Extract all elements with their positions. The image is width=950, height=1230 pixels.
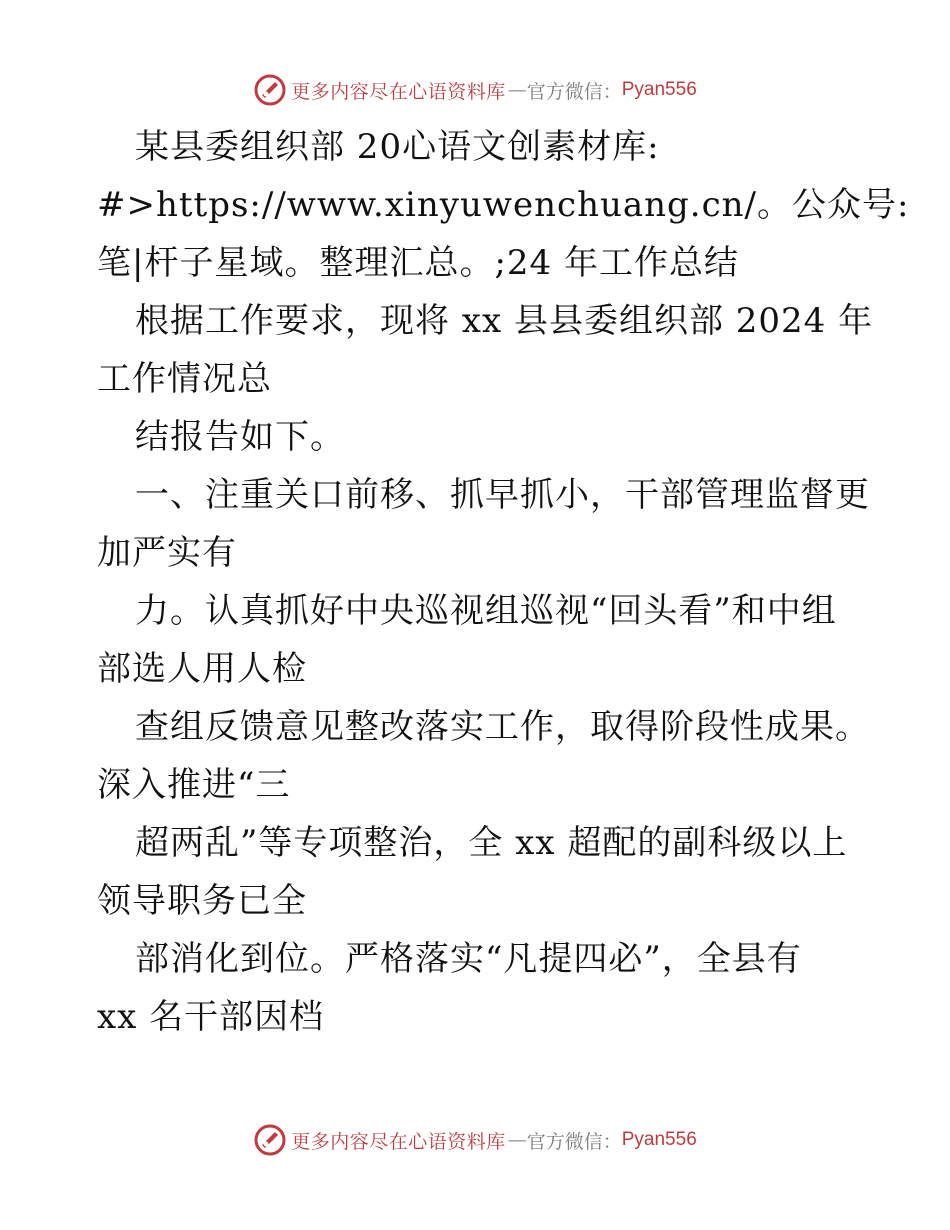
- watermark-main-text: 更多内容尽在心语资料库: [291, 1130, 506, 1153]
- watermark-id: Pyan556: [621, 1129, 697, 1150]
- text-line: 超两乱”等专项整治，全 xx 超配的副科级以上: [135, 823, 848, 863]
- text-line: 结报告如下。: [135, 417, 345, 457]
- watermark-dash: —: [507, 79, 525, 101]
- header-watermark: [0, 70, 950, 110]
- text-line: 部消化到位。严格落实“凡提四必”，全县有: [135, 939, 802, 979]
- text-line: 某县委组织部 20心语文创素材库:: [135, 127, 660, 167]
- text-line: 领导职务已全: [97, 881, 307, 921]
- text-line: 工作情况总: [97, 359, 272, 399]
- watermark-main-text: 更多内容尽在心语资料库: [291, 80, 506, 103]
- logo-icon: [253, 73, 287, 107]
- text-line: 笔|杆子星域。整理汇总。;24 年工作总结: [97, 243, 739, 283]
- watermark-sub-text: 官方微信：: [526, 80, 622, 103]
- text-line: 深入推进“三: [97, 765, 291, 805]
- watermark-id: Pyan556: [621, 79, 697, 100]
- footer-watermark: [0, 1120, 950, 1160]
- text-line: 根据工作要求，现将 xx 县县委组织部 2024 年: [135, 301, 874, 341]
- text-line: xx 名干部因档: [97, 997, 325, 1037]
- document-body: [97, 118, 910, 1046]
- text-line: 部选人用人检: [97, 649, 307, 689]
- watermark-sub-text: 官方微信：: [526, 1130, 622, 1153]
- text-line: 一、注重关口前移、抓早抓小，干部管理监督更: [135, 475, 870, 515]
- text-line: 力。认真抓好中央巡视组巡视“回头看”和中组: [135, 591, 837, 631]
- logo-icon: [253, 1123, 287, 1157]
- text-line: 查组反馈意见整改落实工作，取得阶段性成果。: [135, 707, 870, 747]
- watermark-dash: —: [507, 1129, 525, 1151]
- text-line: 加严实有: [97, 533, 237, 573]
- text-line: #>https://www.xinyuwenchuang.cn/。公众号:: [97, 185, 910, 225]
